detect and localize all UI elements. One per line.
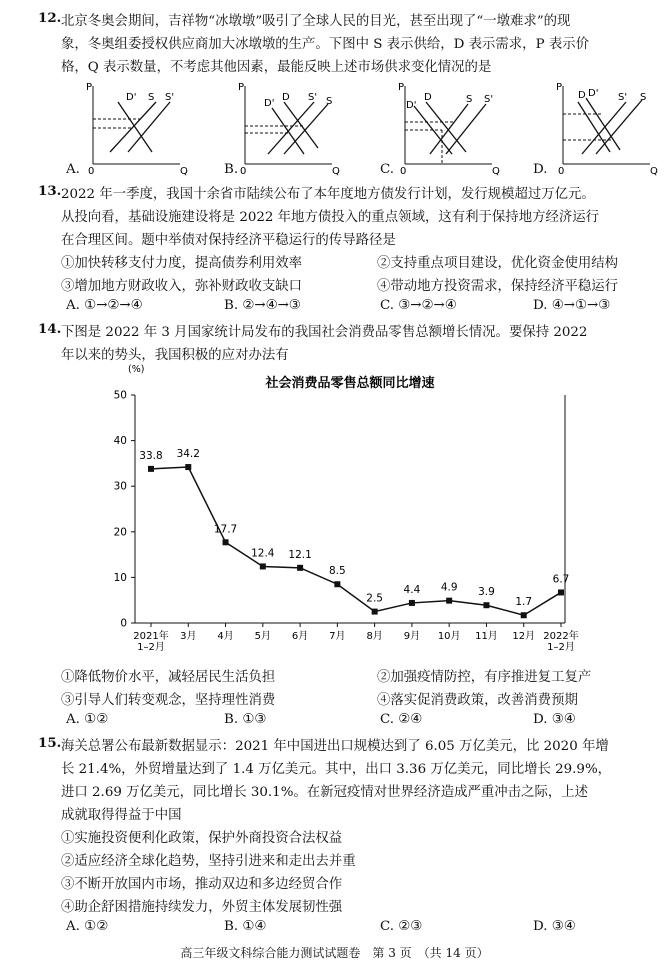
- curve-label: S: [148, 92, 155, 103]
- data-label: 33.8: [139, 449, 163, 462]
- x-tick-label: 12月: [512, 631, 536, 642]
- data-label: 4.9: [440, 581, 458, 594]
- y-tick-label: 40: [113, 435, 127, 448]
- svg-text:D': D': [406, 100, 417, 111]
- data-label: 12.1: [288, 548, 312, 561]
- q12-graphs: [60, 78, 660, 178]
- x-tick-label: 2022年: [543, 631, 579, 642]
- data-label: 1.7: [515, 596, 533, 609]
- q15-statement-1: ①实施投资便利化政策，保护外商投资合法权益: [61, 831, 343, 846]
- y-tick-label: 0: [120, 617, 127, 630]
- x-tick-label: 3月: [180, 631, 197, 642]
- svg-text:S: S: [640, 92, 647, 103]
- svg-text:Q: Q: [332, 166, 340, 177]
- svg-text:P: P: [556, 82, 563, 93]
- data-point: [372, 609, 378, 615]
- chart-title: 社会消费品零售总额同比增速: [265, 376, 435, 391]
- svg-text:D': D': [264, 98, 275, 109]
- q12-stem-line3: 格，Q 表示数量，不考虑其他因素，最能反映上述市场供求变化情况的是: [61, 60, 492, 75]
- q12-option-c[interactable]: C.: [380, 162, 395, 177]
- q12-number: 12.: [38, 10, 62, 26]
- q14-stem-line1: 下图是 2022 年 3 月国家统计局发布的我国社会消费品零售总额增长情况。要保持 2022: [61, 325, 588, 340]
- q13-option-a[interactable]: A. ①→②→④: [66, 298, 143, 313]
- svg-text:S': S': [308, 92, 318, 103]
- q13-number: 13.: [38, 183, 62, 199]
- data-point: [223, 539, 229, 545]
- q13-statement-2: ②支持重点项目建设，优化资金使用结构: [377, 256, 619, 271]
- q14-statement-4: ④落实促消费政策，改善消费预期: [377, 693, 578, 708]
- consumption-growth-chart: [100, 355, 600, 660]
- q13-option-b[interactable]: B. ②→④→③: [224, 298, 301, 313]
- y-tick-label: 10: [113, 571, 127, 584]
- q15-option-a[interactable]: A. ①②: [66, 919, 109, 934]
- svg-text:D: D: [578, 90, 586, 101]
- data-label: 3.9: [478, 586, 495, 599]
- chart-marks: [139, 448, 569, 618]
- data-point: [260, 563, 266, 569]
- q15-option-c[interactable]: C. ②③: [380, 919, 423, 934]
- q15-stem-line1: 海关总署公布最新数据显示：2021 年中国进出口规模达到了 6.05 万亿美元，比 2020 年增: [61, 739, 609, 754]
- y-tick-label: 30: [113, 480, 127, 493]
- svg-text:D': D': [588, 88, 599, 99]
- x-tick-label: 8月: [366, 631, 383, 642]
- svg-text:0: 0: [240, 166, 247, 177]
- q13-option-c[interactable]: C. ③→②→④: [380, 298, 457, 313]
- page-footer: 高三年级文科综合能力测试试题卷 第 3 页 （共 14 页）: [180, 946, 489, 960]
- x-tick-label: 4月: [217, 631, 234, 642]
- q15-option-b[interactable]: B. ①④: [224, 919, 267, 934]
- q13-statement-3: ③增加地方财政收入，弥补财政收支缺口: [61, 279, 303, 294]
- data-label: 4.4: [403, 583, 421, 596]
- data-point: [446, 598, 452, 604]
- x-tick-label: 10月: [437, 631, 461, 642]
- data-point: [558, 589, 564, 595]
- q12-option-d[interactable]: D.: [533, 162, 548, 177]
- data-label: 8.5: [329, 565, 346, 578]
- q14-option-b[interactable]: B. ①③: [224, 712, 267, 727]
- q15-statement-2: ②适应经济全球化趋势，坚持引进来和走出去并重: [61, 854, 356, 869]
- q15-number: 15.: [38, 735, 62, 751]
- curve-label: D': [126, 92, 137, 103]
- q13-option-d[interactable]: D. ④→①→③: [533, 298, 611, 313]
- chart-axes: [114, 390, 579, 654]
- y-tick-label: 20: [113, 526, 127, 539]
- graph-d: [556, 82, 658, 177]
- x-tick-label: 5月: [254, 631, 272, 642]
- y-unit-label: (%): [128, 364, 145, 375]
- data-point: [297, 565, 303, 571]
- data-label: 34.2: [176, 448, 200, 461]
- data-point: [334, 581, 340, 587]
- svg-text:D: D: [282, 92, 290, 103]
- svg-text:S': S': [618, 92, 628, 103]
- q14-statement-1: ①降低物价水平，减轻居民生活负担: [61, 670, 276, 685]
- x-tick-label: 2021年: [133, 631, 169, 642]
- x-tick-label: 6月: [291, 631, 309, 642]
- svg-text:0: 0: [400, 166, 407, 177]
- axis-p-label: P: [86, 82, 93, 93]
- svg-text:P: P: [398, 82, 405, 93]
- q14-stem-line2: 年以来的势头，我国积极的应对办法有: [61, 348, 289, 363]
- svg-text:S: S: [326, 96, 333, 107]
- q12-stem-line1: 北京冬奥会期间，吉祥物“冰墩墩”吸引了全球人民的目光，甚至出现了“一墩难求”的现: [61, 14, 571, 29]
- svg-text:D: D: [424, 92, 432, 103]
- x-tick-label: 1–2月: [547, 642, 575, 653]
- x-tick-label: 11月: [475, 631, 498, 642]
- q12-option-b[interactable]: B.: [224, 162, 239, 177]
- x-tick-label: 1–2月: [137, 642, 165, 653]
- svg-text:S': S': [484, 94, 494, 105]
- q13-stem-line3: 在合理区间。题中举债对保持经济平稳运行的传导路径是: [61, 233, 396, 248]
- x-tick-label: 9月: [403, 631, 421, 642]
- data-label: 12.4: [251, 547, 275, 560]
- q15-statement-3: ③不断开放国内市场，推动双边和多边经贸合作: [61, 877, 343, 892]
- q14-option-c[interactable]: C. ②④: [380, 712, 423, 727]
- q14-option-a[interactable]: A. ①②: [66, 712, 109, 727]
- origin-label: 0: [88, 166, 95, 177]
- q13-statement-4: ④带动地方投资需求，保持经济平稳运行: [377, 279, 619, 294]
- q13-stem-line1: 2022 年一季度，我国十余省市陆续公布了本年度地方债发行计划，发行规模超过万亿元。: [61, 187, 595, 202]
- q13-statement-1: ①加快转移支付力度，提高债券利用效率: [61, 256, 303, 271]
- data-point: [483, 602, 489, 608]
- q15-stem-line4: 成就取得得益于中国: [61, 808, 182, 823]
- q14-statement-2: ②加强疫情防控，有序推进复工复产: [377, 670, 592, 685]
- curve-label: S': [165, 92, 175, 103]
- q14-option-d[interactable]: D. ③④: [533, 712, 576, 727]
- data-label: 17.7: [213, 523, 238, 536]
- q14-number: 14.: [38, 321, 62, 337]
- svg-text:0: 0: [558, 166, 565, 177]
- data-point: [409, 600, 415, 606]
- q14-statement-3: ③引导人们转变观念，坚持理性消费: [61, 693, 276, 708]
- data-point: [521, 612, 527, 618]
- data-point: [148, 466, 154, 472]
- q12-stem-line2: 象，冬奥组委授权供应商加大冰墩墩的生产。下图中 S 表示供给，D 表示需求，P 表示价: [61, 37, 590, 52]
- q13-stem-line2: 从投向看，基础设施建设将是 2022 年地方债投入的重点领域，这有利于保持地方经济运行: [61, 210, 600, 225]
- q15-statement-4: ④助企舒困措施持续发力，外贸主体发展韧性强: [61, 900, 343, 915]
- svg-text:S: S: [466, 94, 473, 105]
- axis-q-label: Q: [180, 166, 188, 177]
- x-tick-label: 7月: [329, 631, 346, 642]
- svg-text:Q: Q: [650, 166, 658, 177]
- graph-a: [86, 82, 188, 177]
- graph-c: [398, 82, 500, 177]
- q15-stem-line3: 进口 2.69 万亿美元，同比增长 30.1%。在新冠疫情对世界经济造成严重冲击之际，上述: [61, 785, 589, 800]
- q15-stem-line2: 长 21.4%，外贸增量达到了 1.4 万亿美元。其中，出口 3.36 万亿美元，同比增长 29.9%，: [61, 762, 612, 777]
- svg-text:Q: Q: [492, 166, 500, 177]
- data-label: 6.7: [552, 573, 570, 586]
- y-tick-label: 50: [113, 389, 127, 402]
- data-label: 2.5: [366, 592, 383, 605]
- q15-option-d[interactable]: D. ③④: [533, 919, 576, 934]
- svg-text:P: P: [238, 82, 245, 93]
- series-line: [151, 467, 561, 615]
- graph-b: [238, 82, 340, 177]
- q12-option-a[interactable]: A.: [66, 162, 80, 177]
- data-point: [185, 464, 191, 470]
